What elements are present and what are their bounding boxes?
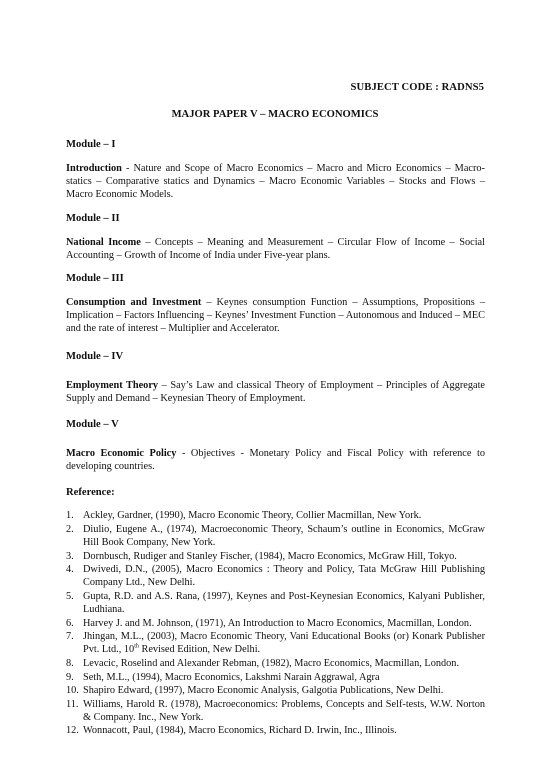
syllabus-content bbox=[66, 128, 485, 738]
reference-item: 1. Ackley, Gardner, (1990), Macro Economic Theory, Collier Macmillan, New York. bbox=[66, 510, 422, 522]
module-3-body bbox=[66, 296, 485, 336]
module-2-heading: Module – II bbox=[66, 212, 120, 224]
module-1-body bbox=[66, 162, 485, 202]
module-5-text: - Objectives - Monetary Policy and Fiscal Policy with reference to developing countries. bbox=[66, 448, 485, 473]
module-4-body bbox=[66, 379, 485, 405]
module-1-lead: Introduction bbox=[66, 163, 122, 174]
module-4-text: – Say’s Law and classical Theory of Employment – Principles of Aggregate Supply and Demand – Keynesian Theory of Employment. bbox=[66, 379, 485, 404]
module-2-text: – Concepts – Meaning and Measurement – Circular Flow of Income – Social Accounting – Growth of Income of India under Five-year plans. bbox=[66, 236, 485, 261]
module-3-text: – Keynes consumption Function – Assumptions, Propositions – Implication – Factors Influencing – Keynes’ Investment Function – Autonomous and Induced – MEC and the rate of interest – Multiplier and Accelerator. bbox=[66, 297, 485, 335]
reference-item: 5. Gupta, R.D. and A.S. Rana, (1997), Keynes and Post-Keynesian Economics, Kalyani Publisher, Ludhiana. bbox=[66, 591, 485, 616]
reference-item: 11. Williams, Harold R. (1978), Macroeconomics: Problems, Concepts and Self-tests, W.W. Norton & Company. Inc., New York. bbox=[66, 698, 485, 723]
module-1-text: - Nature and Scope of Macro Economics – Macro and Micro Economics – Macro-statics – Comparative statics and Dynamics – Macro Economic Variables – Stocks and Flows – Macro Economic Models. bbox=[66, 163, 485, 201]
module-2-lead: National Income bbox=[66, 236, 141, 248]
module-3-heading: Module – III bbox=[66, 273, 124, 285]
module-4-heading: Module – IV bbox=[66, 350, 124, 362]
reference-item: 8. Levacic, Roselind and Alexander Rebman, (1982), Macro Economics, Macmillan, London. bbox=[66, 657, 460, 669]
module-5-lead: Macro Economic Policy bbox=[66, 448, 177, 460]
reference-heading: Reference: bbox=[66, 487, 115, 499]
superscript: th bbox=[134, 643, 139, 650]
reference-item: 6. Harvey J. and M. Johnson, (1971), An Introduction to Macro Economics, Macmillan, London. bbox=[66, 617, 472, 629]
reference-item: 3. Dornbusch, Rudiger and Stanley Fischer, (1984), Macro Economics, McGraw Hill, Tokyo. bbox=[66, 550, 457, 562]
reference-item: 12. Wonnacott, Paul, (1984), Macro Economics, Richard D. Irwin, Inc., Illinois. bbox=[66, 725, 397, 737]
module-2-body bbox=[66, 236, 485, 262]
reference-item: 9. Seth, M.L., (1994), Macro Economics, Lakshmi Narain Aggrawal, Agra bbox=[66, 671, 380, 683]
subject-code: SUBJECT CODE : RADNS5 bbox=[350, 82, 484, 93]
reference-item: 10. Shapiro Edward, (1997), Macro Economic Analysis, Galgotia Publications, New Delhi. bbox=[66, 685, 444, 697]
module-5-body bbox=[66, 447, 485, 473]
module-3-lead: Consumption and Investment bbox=[66, 297, 202, 309]
module-1-heading: Module – I bbox=[66, 139, 116, 150]
reference-item: 2. Diulio, Eugene A., (1974), Macroeconomic Theory, Schaum’s outline in Economics, McGraw Hill Book Company, New York. bbox=[66, 524, 485, 549]
module-4-lead: Employment Theory bbox=[66, 379, 159, 391]
module-5-heading: Module – V bbox=[66, 419, 119, 431]
paper-title: MAJOR PAPER V – MACRO ECONOMICS bbox=[171, 109, 379, 120]
reference-item: 4. Dwivedi, D.N., (2005), Macro Economics : Theory and Policy, Tata McGraw Hill Publishing Company Ltd., New Delhi. bbox=[66, 564, 485, 589]
reference-item: 7. Jhingan, M.L., (2003), Macro Economic Theory, Vani Educational Books (or) Konark Publisher Pvt. Ltd., 10th Revised Edition, New Delhi. bbox=[66, 631, 485, 656]
reference-list bbox=[66, 509, 485, 737]
